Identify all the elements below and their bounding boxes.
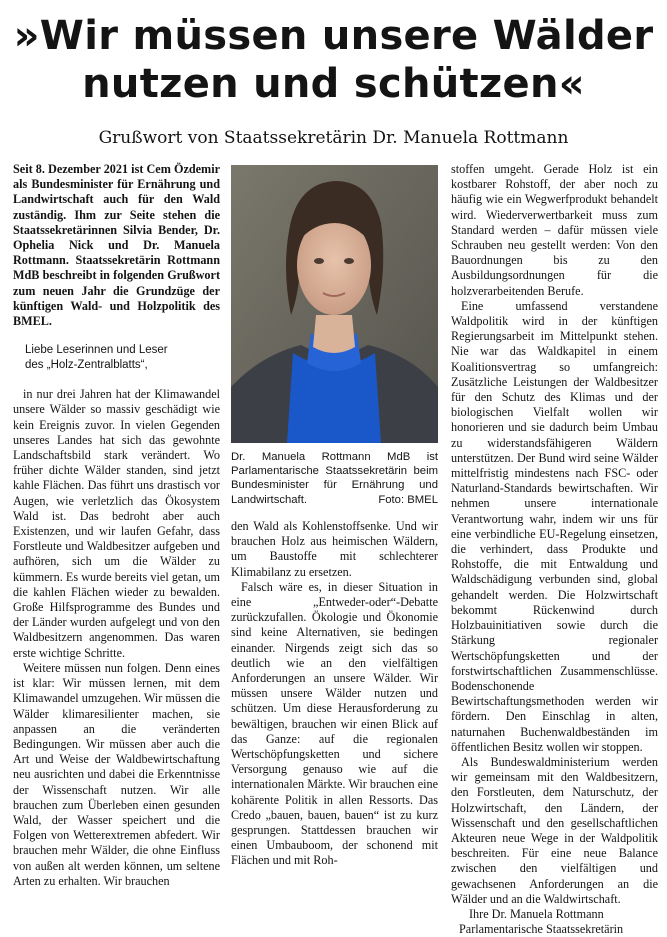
body-paragraph: Eine umfassend verstandene Waldpolitik wird in der künftigen Regierungsarbeit im Mittelpunkt stehen. Nie war das Waldkapitel in einem Koalitionsvertrag so umfangreich: Zusätzliche Leistungen der Waldbesitzer für den Schutz des Klimas und der biologischen Vielfalt wollen wir honorieren und sie dadurch beim Umbau zu widerstandsfähigeren Wäldern unterstützen. Der Bund wird seine Wälder mittelfristig mindestens nach FSC- oder Naturland-Standards bewirtschaften. Wir nehmen unsere internationale Verantwortung wahr, indem wir uns für eine verbindliche EU-Regelung einsetzen, die verhindert, dass Produkte und Rohstoffe, die mit Entwaldung und Waldschädigung verbunden sind, global gehandelt werden. Die Holzwirtschaft bekommt Rückenwind durch Holzbauinitiativen sowie durch die Stärkung regionaler Wertschöpfungsketten und der forstwirtschaftlichen Zusammenschlüsse. Bodenschonende Bewirtschaftungsmethoden werden wir fördern. Den Einschlag in alten, naturnahen Buchenwaldbeständen im öffentlichen Besitz wollen wir stoppen. — [451, 298, 658, 754]
body-paragraph: in nur drei Jahren hat der Klimawandel unsere Wälder so massiv geschädigt wie kein Ereignis zuvor. In vielen Gegenden unseres Landes hat sich das gewohnte Landschaftsbild stark verändert. Wo früher dichte Wälder standen, sind jetzt kahle Flächen. Das führt uns drastisch vor Augen, wie verletzlich das Ökosystem Wald ist. Das bedroht aber auch Existenzen, und wir laufen Gefahr, dass Forstleute und Waldbesitzer aufgeben und aufhören, sich um die Wälder zu kümmern. Es wurde bereits viel getan, um die kahlen Flächen wieder zu bewalden. Große Hilfsprogramme des Bundes und der Länder wurden aufgelegt und von den Waldbesitzern angenommen. Das waren erste wichtige Schritte. — [13, 387, 220, 660]
photo-caption — [231, 450, 438, 507]
portrait-illustration — [231, 165, 438, 443]
body-paragraph: Weitere müssen nun folgen. Denn eines ist klar: Wir müssen lernen, mit dem Klimawandel umzugehen. Wir müssen die Wälder klimaresilienter machen, sie anpassen an die veränderten Bedingungen. Wir müssen aber auch die Art und Weise der Waldbewirtschaftung neu ausrichten und dabei die Erkenntnisse der Wissenschaft nutzen. Wir alle brauchen zum Überleben einen gesunden Wald, der Wasser speichert und die Folgen von Wetterextremen abfedert. Wir brauchen mehr Wälder, die ohne Einfluss von außen alt werden können, um seltene Arten zu erhalten. Wir brauchen — [13, 660, 220, 888]
portrait-photo — [231, 165, 438, 443]
body-paragraph: den Wald als Kohlenstoffsenke. Und wir brauchen Holz aus heimischen Wäldern, um Baustoffe mit schlechterer Klimabilanz zu ersetzen. — [231, 519, 438, 579]
headline — [0, 12, 667, 108]
greeting-line-1: Liebe Leserinnen und Leser — [25, 344, 168, 357]
article-column-1 — [13, 162, 220, 889]
greeting — [13, 343, 220, 373]
subheadline: Grußwort von Staatssekretärin Dr. Manuela Rottmann — [98, 128, 569, 148]
lead-paragraph: Seit 8. Dezember 2021 ist Cem Özdemir als Bundesminister für Ernährung und Landwirtschaft auch für den Wald zuständig. Ihm zur Seite stehen die Staatssekretärinnen Silvia Bender, Dr. Ophelia Nick und Dr. Manuela Rottmann. Staatssekretärin Rottmann MdB beschreibt in folgenden Grußwort zum neuen Jahr die Grundzüge der künftigen Wald- und Holzpolitik des BMEL. — [13, 162, 220, 329]
headline-line-1: »Wir müssen unsere Wälder — [13, 13, 654, 59]
body-paragraph: Als Bundeswaldministerium werden wir gemeinsam mit den Waldbesitzern, den Forstleuten, dem Naturschutz, der Holzwirtschaft, den Ländern, der Wissenschaft und den gesellschaftlichen Akteuren neue Wege in der Waldpolitik beschreiten. Für eine neue Balance zwischen den vielfältigen und gewachsenen Anforderungen an die Wälder und an die Waldwirtschaft. — [451, 754, 658, 906]
signature-title: Parlamentarische Staatssekretärin — [459, 922, 624, 937]
photo-credit: Foto: BMEL — [378, 493, 438, 506]
body-paragraph: stoffen umgeht. Gerade Holz ist ein kostbarer Rohstoff, der aber noch zu häufig wie ein Wegwerfprodukt behandelt wird. Wiederverwertbarkeit muss zum Standard werden – dafür müssen viele Schrauben neu gestellt werden: Von den Bauordnungen bis zu den Ausbildungsordnungen für die holzverarbeitenden Berufe. — [451, 162, 658, 298]
greeting-line-2: des „Holz-Zentralblatts“, — [25, 359, 148, 372]
signature — [451, 907, 658, 937]
signature-name: Ihre Dr. Manuela Rottmann — [469, 906, 604, 921]
photo-caption-text: Dr. Manuela Rottmann MdB ist Parlamentarische Staatssekretärin beim Bundesminister für Ernährung und Landwirtschaft. — [231, 451, 438, 506]
headline-line-2: nutzen und schützen« — [82, 61, 585, 107]
article-column-3 — [451, 162, 658, 937]
body-paragraph: Falsch wäre es, in dieser Situation in eine „Entweder-oder“-Debatte zurückzufallen. Ökologie und Ökonomie sind keine Alternativen, sie bedingen einander. Nirgends zeigt sich das so deutlich wie an den vielfältigen Anforderungen an unsere Wälder. Wir müssen unsere Wälder nutzen und schützen. Um diese Herausforderung zu bewältigen, brauchen wir einen Blick auf das Ganze: auf die regionalen Wertschöpfungsketten und sichere Versorgung genauso wie auf die internationalen Märkte. Wir brauchen eine kohärente Politik in allen Ressorts. Das Credo „bauen, bauen, bauen“ ist zu kurz gesprungen. Stattdessen brauchen wir einen Umbauboom, der schonend mit Flächen und mit Roh- — [231, 579, 438, 868]
article-column-2 — [231, 519, 438, 869]
